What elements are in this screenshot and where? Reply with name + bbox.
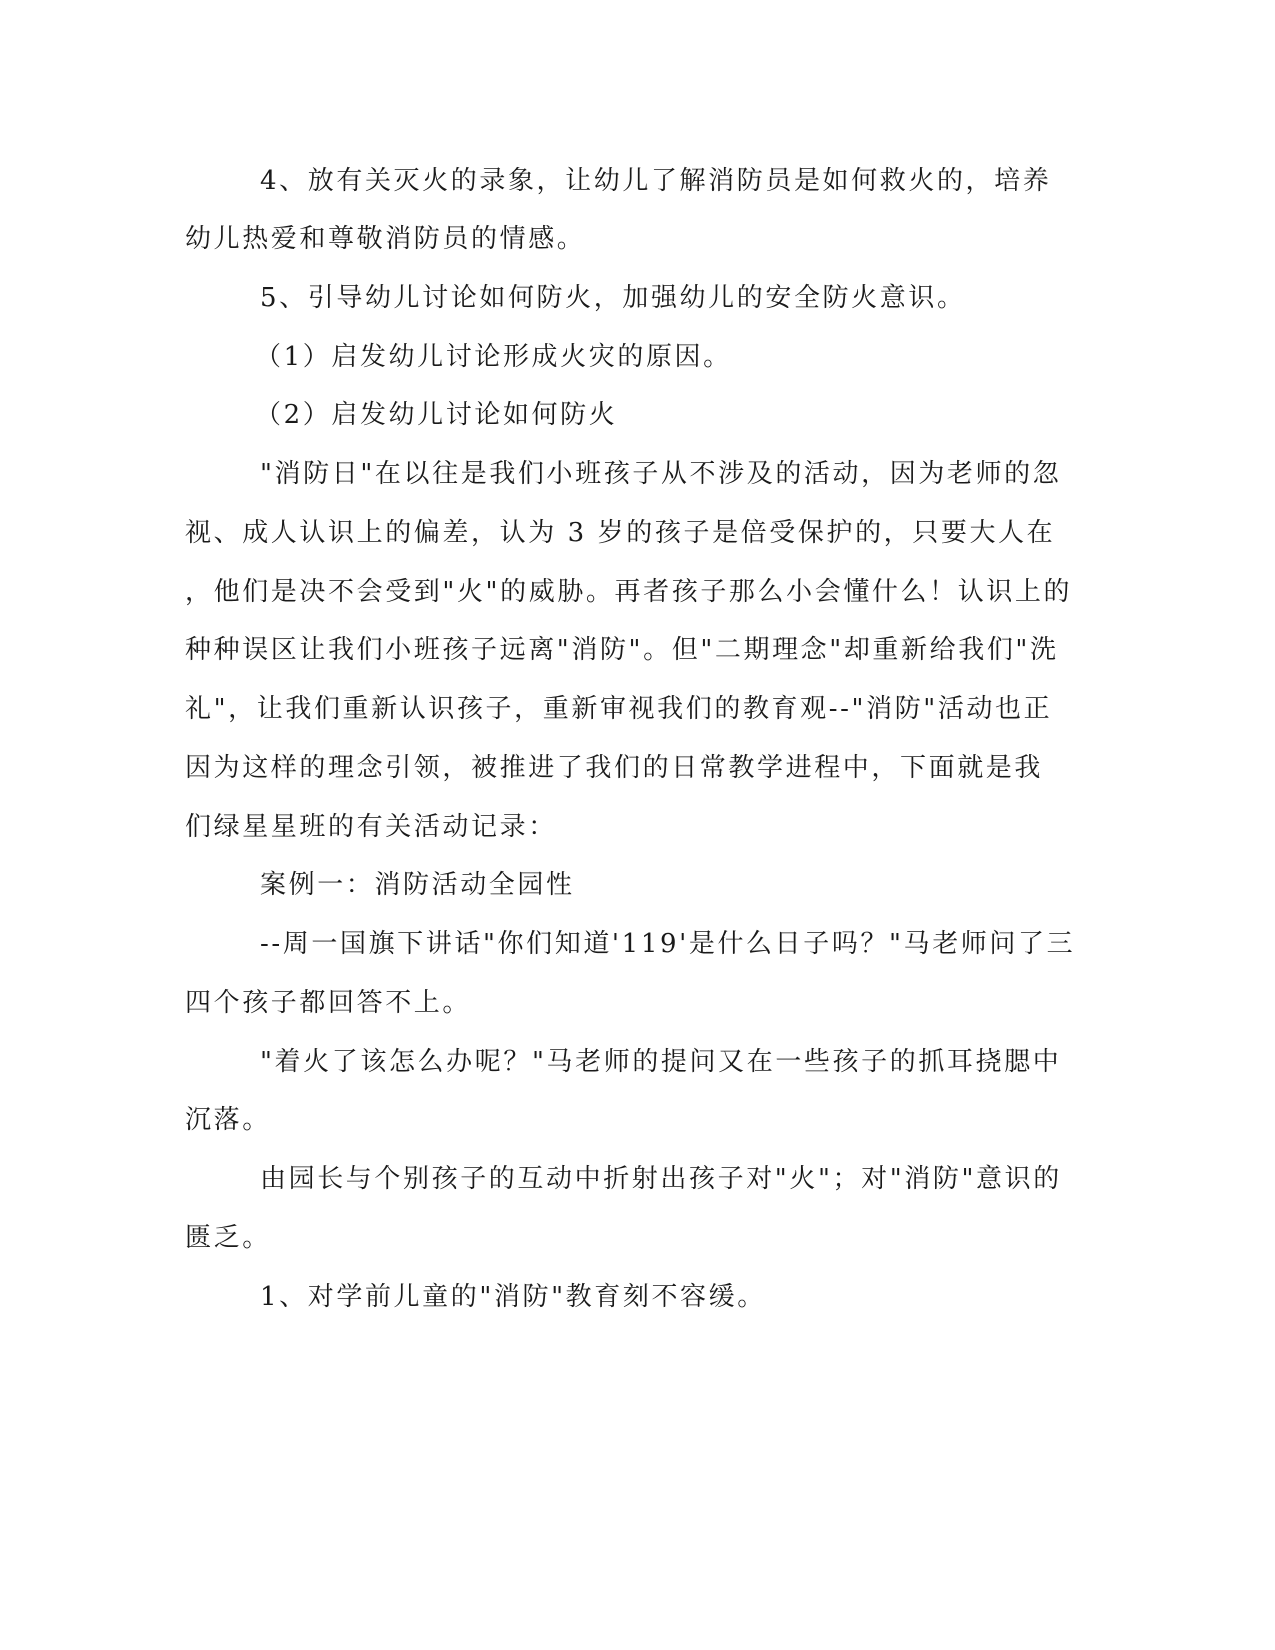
paragraph-line: 们绿星星班的有关活动记录： (185, 812, 557, 842)
paragraph-line: 案例一：消防活动全园性 (260, 870, 575, 900)
paragraph-line: 四个孩子都回答不上。 (185, 988, 472, 1018)
paragraph-line: 由园长与个别孩子的互动中折射出孩子对"火"；对"消防"意识的 (260, 1164, 1062, 1194)
paragraph-line: 1、对学前儿童的"消防"教育刻不容缓。 (260, 1282, 766, 1312)
paragraph-line: 视、成人认识上的偏差，认为 3 岁的孩子是倍受保护的，只要大人在 (185, 518, 1056, 548)
paragraph-line: 幼儿热爱和尊敬消防员的情感。 (185, 224, 586, 254)
paragraph-line: 礼"，让我们重新认识孩子，重新审视我们的教育观--"消防"活动也正 (185, 694, 1053, 724)
paragraph-line: 种种误区让我们小班孩子远离"消防"。但"二期理念"却重新给我们"洗 (185, 635, 1059, 665)
paragraph-line: （2）启发幼儿讨论如何防火 (255, 400, 618, 430)
paragraph-line: （1）启发幼儿讨论形成火灾的原因。 (255, 342, 732, 372)
paragraph-line: "着火了该怎么办呢？"马老师的提问又在一些孩子的抓耳挠腮中 (260, 1047, 1062, 1077)
paragraph-line: 4、放有关灭火的录象，让幼儿了解消防员是如何救火的，培养 (260, 166, 1052, 196)
paragraph-line: "消防日"在以往是我们小班孩子从不涉及的活动，因为老师的忽 (260, 459, 1062, 489)
paragraph-line: --周一国旗下讲话"你们知道'119'是什么日子吗？"马老师问了三 (260, 929, 1076, 959)
paragraph-line: 沉落。 (185, 1105, 271, 1135)
paragraph-line: 因为这样的理念引领，被推进了我们的日常教学进程中，下面就是我 (185, 753, 1044, 783)
paragraph-line: ，他们是决不会受到"火"的威胁。再者孩子那么小会懂什么！认识上的 (185, 577, 1073, 607)
paragraph-line: 匮乏。 (185, 1223, 271, 1253)
paragraph-line: 5、引导幼儿讨论如何防火，加强幼儿的安全防火意识。 (260, 283, 966, 313)
